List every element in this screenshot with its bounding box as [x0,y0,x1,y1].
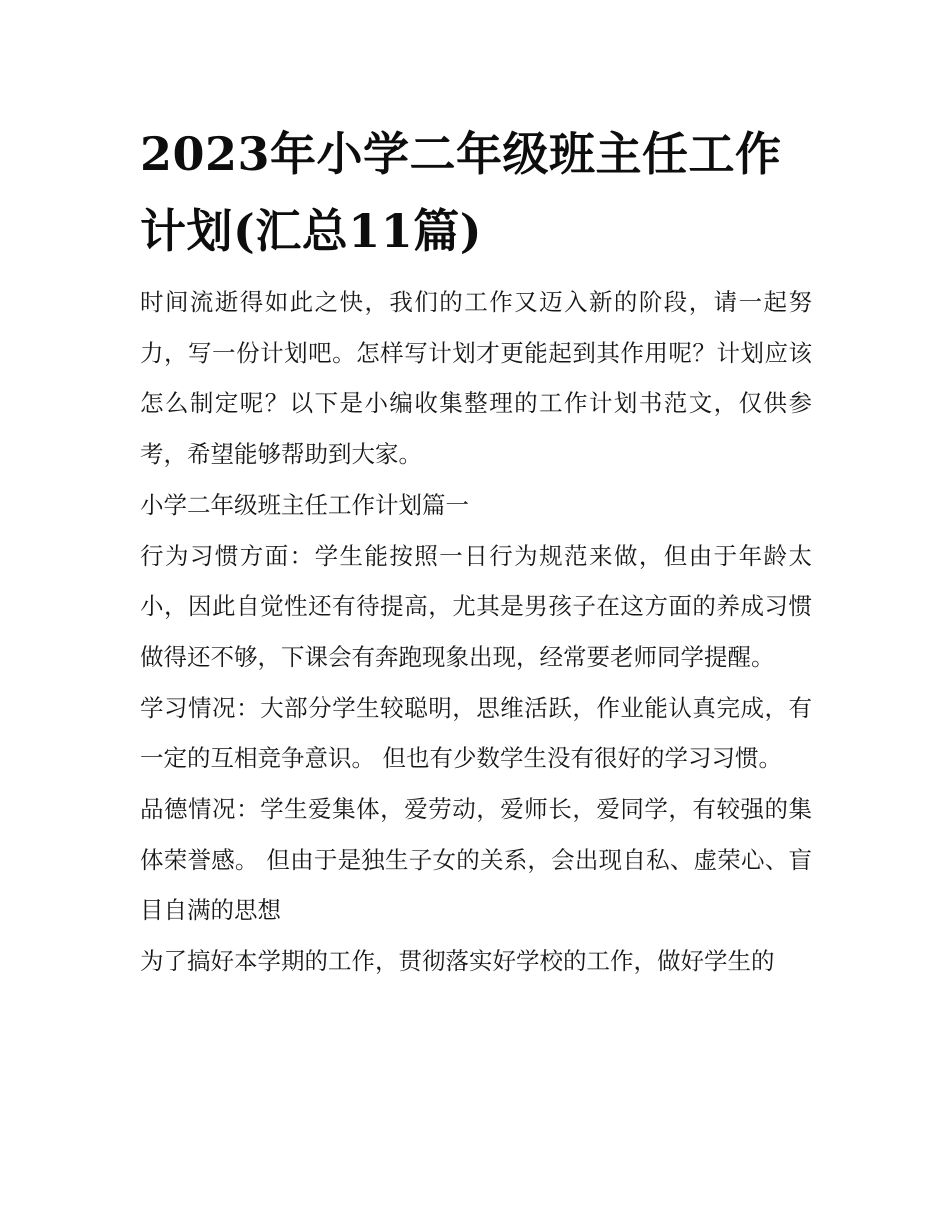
intro-paragraph: 时间流逝得如此之快，我们的工作又迈入新的阶段，请一起努力，写一份计划吧。怎样写计划才更能起到其作用呢？计划应该怎么制定呢？以下是小编收集整理的工作计划书范文，仅供参考，希望能够帮助到大家。 [140,288,812,469]
document-body [140,277,812,987]
document-content [140,116,812,987]
moral-paragraph: 品德情况：学生爱集体，爱劳动，爱师长，爱同学，有较强的集体荣誉感。 但由于是独生子女的关系，会出现自私、虚荣心、盲目自满的思想 [140,795,812,925]
section-heading: 小学二年级班主任工作计划篇一 [140,490,469,519]
behavior-paragraph: 行为习惯方面：学生能按照一日行为规范来做，但由于年龄太小，因此自觉性还有待提高，尤其是男孩子在这方面的养成习惯做得还不够，下课会有奔跑现象出现，经常要老师同学提醒。 [140,541,812,671]
plan-paragraph: 为了搞好本学期的工作，贯彻落实好学校的工作，做好学生的 [140,947,775,976]
study-paragraph: 学习情况：大部分学生较聪明，思维活跃，作业能认真完成，有一定的互相竞争意识。 但也有少数学生没有很好的学习习惯。 [140,693,812,773]
document-title: 2023年小学二年级班主任工作计划(汇总11篇) [140,127,782,258]
